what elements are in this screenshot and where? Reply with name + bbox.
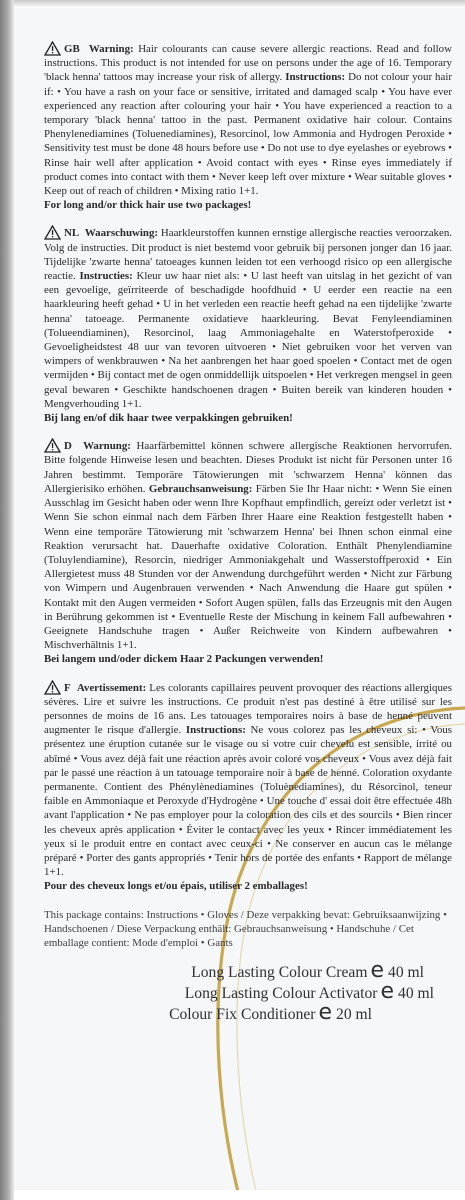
- product-quantity: 40 ml: [388, 964, 424, 982]
- package-contents: This package contains: Instructions • Gloves / Deze verpakking bevat: Gebruiksaanwijzing • Handschoenen / Diese Verpackung enthält: Gebrauchsanweisung • Handschuhe / Cet emballage contient: Mode d'emploi • Gants: [44, 908, 447, 949]
- estimated-sign-icon: e: [318, 1000, 333, 1026]
- instructions-label: Instructies:: [79, 270, 133, 283]
- instructions-label: Instructions:: [185, 724, 246, 737]
- product-quantity: 20 ml: [336, 1006, 372, 1024]
- warning-label: Avertissement:: [76, 681, 147, 694]
- multi-package-note: Pour des cheveux longs et/ou épais, utiliser 2 emballages!: [44, 880, 308, 893]
- warning-triangle-icon: [44, 225, 61, 240]
- lang-code: GB: [64, 43, 80, 55]
- instructions-text: Kleur uw haar niet als: • U last heeft van uitslag in het gezicht of van een gevoelige, geïrriteerde of beschadigde hoofdhuid • U eerder een reactie na een haarkleuring heeft gehad • U in het verleden een reactie heeft gehad na een tijdelijke 'zwarte henna' tatoeage. Permanente oxidatieve haarkleuring. Bevat Fenyleendiaminen (Tolueendiaminen), Resorcinol, laag Ammoniagehalte en Waterstofperoxide • Gevoeligheidstest 48 uur van tevoren uitvoeren • Niet gebruiken voor het verven van wimpers of wenkbrauwen • Na het aanbrengen het haar goed spoelen • Contact met de ogen vermijden • Bij contact met de ogen onmiddellijk uitspoelen • Het verkregen mengsel in geen geval bewaren • Geschikte handschoenen dragen • Buiten bereik van kinderen houden • Mengverhouding 1+1.: [44, 270, 452, 410]
- product-name: Long Lasting Colour Activator: [184, 985, 378, 1003]
- multi-package-note: Bei langem und/oder dickem Haar 2 Packungen verwenden!: [44, 653, 324, 666]
- warning-text: Haarfärbemittel können schwere allergische Reaktionen hervorrufen. Bitte folgende Hinweise lesen und beachten. Dieses Produkt ist nicht für Personen unter 16 Jahren bestimmt. Temporäre Tätowierungen mit 'schwarzem Henna' können das Allergierisiko erhöhen.: [44, 440, 452, 495]
- warning-text: Hair colourants can cause severe allergic reactions. Read and follow instructions. This product is not intended for use on persons under the age of 16. Temporary 'black henna' tattoos may increase your risk of allergy.: [44, 43, 452, 84]
- product-quantity: 40 ml: [398, 985, 434, 1003]
- instructions-text-block: [44, 42, 452, 1025]
- warning-text: Haarkleurstoffen kunnen ernstige allergische reacties veroorzaken. Volg de instructies. Dit product is niet bestemd voor gebruik bij personen jonger dan 16 jaar. Tijdelijke 'zwarte henna' tatoeages kunnen leiden tot een verhoogd risico op een allergische reactie.: [44, 227, 452, 283]
- warning-label: Warnung:: [83, 440, 131, 453]
- instructions-label: Gebrauchsanweisung:: [148, 482, 253, 495]
- instructions-text: Färben Sie Ihr Haar nicht: • Wenn Sie einen Ausschlag im Gesicht haben oder wenn Ihre Kopfhaut empfindlich, gereizt oder verletzt ist • Wenn Sie schon einmal nach dem Färben Ihrer Haare eine Reaktion festgestellt haben • Wenn eine temporäre Tätowierung mit 'schwarzem Henna' bei Ihnen schon einmal eine Reaktion verursacht hat. Dauerhafte oxidative Coloration. Enthält Phenylendiamine (Toluylendiamine), Resorcin, niedriger Ammoniakgehalt und Wasserstoffperoxid • Ein Allergietest muss 48 Stunden vor der Anwendung durchgeführt werden • Nicht zur Färbung von Wimpern und Augenbrauen verwenden • Nach Anwendung die Haare gut spülen • Kontakt mit den Augen vermeiden • Sofort Augen spülen, falls das Erzeugnis mit den Augen in Berührung gekommen ist • Eventuelle Reste der Mischung in keinem Fall aufbewahren • Geeignete Handschuhe tragen • Außer Reichweite von Kindern aufbewahren • Mischverhältnis 1+1.: [44, 482, 452, 652]
- estimated-sign-icon: e: [380, 979, 395, 1005]
- product-name: Long Lasting Colour Cream: [191, 964, 368, 982]
- warning-triangle-icon: [44, 438, 61, 453]
- instructions-text: Do not colour your hair if: • You have a rash on your face or sensitive, irritated and damaged scalp • You have ever experienced any reaction after colouring your hair • You have experienced a reaction to a temporary 'black henna' tattoo in the past. Permanent oxidative hair colour. Contains Phenylenediamines (Toluenediamines), Resorcinol, low Ammonia and Hydrogen Peroxide • Sensitivity test must be done 48 hours before use • Do not use to dye eyelashes or eyebrows • Rinse hair well after application • Avoid contact with eyes • Rinse eyes immediately if product comes into contact with them • Never keep left over mixture • Wear suitable gloves • Keep out of reach of children • Mixing ratio 1+1.: [44, 71, 452, 198]
- box-bottom-edge: [14, 1190, 465, 1200]
- instructions-text: Ne vous colorez pas les cheveux si: • Vous présentez une éruption cutanée sur le visage ou si votre cuir chevelu est sensible, irrité ou abîmé • Vous avez déjà fait une réaction après avoir coloré vos cheveux • Vous avez déjà fait par le passé une réaction à un tatouage temporaire noir à base de henné. Coloration oxydante permanente. Contient des Phénylènediamines (Toluènediamines), du Résorcinol, teneur faible en Ammoniaque et Peroxyde d'Hydrogène • Une touche d' essai doit être effectuée 48h avant l'application • Ne pas employer pour la coloration des cils et des sourcils • Bien rincer les cheveux après application • Éviter le contact avec les yeux • Rincer immédiatement les yeux si le produit entre en contact avec ceux-ci • Ne conserver en aucun cas le mélange préparé • Porter des gants appropriés • Tenir hors de portée des enfants • Rapport de mélange 1+1.: [44, 724, 453, 879]
- lang-code: D: [64, 440, 72, 453]
- product-line: [44, 979, 452, 1005]
- warning-triangle-icon: [44, 41, 61, 56]
- box-top-edge: [14, 0, 465, 8]
- section-gb: [44, 42, 452, 212]
- warning-label: Warning:: [88, 43, 134, 55]
- product-list: [44, 958, 452, 1026]
- package-panel: [14, 8, 465, 1200]
- warning-label: Waarschuwing:: [84, 227, 159, 240]
- section-f: [44, 681, 452, 894]
- lang-code: NL: [64, 227, 80, 240]
- instructions-label: Instructions:: [285, 71, 346, 84]
- section-d: [44, 439, 452, 666]
- warning-text: Les colorants capillaires peuvent provoquer des réactions allergiques sévères. Lire et suivre les instructions. Ce produit n'est pas destiné à être utilisé sur les personnes de moins de 16 ans. Les tatouages temporaires noirs à base de henné peuvent augmenter le risque d'allergie.: [44, 681, 452, 737]
- section-nl: [44, 226, 452, 425]
- lang-code: F: [64, 681, 71, 694]
- box-edge-shadow: [0, 0, 14, 1200]
- warning-triangle-icon: [44, 680, 61, 695]
- product-name: Colour Fix Conditioner: [169, 1006, 316, 1024]
- multi-package-note: Bij lang en/of dik haar twee verpakkingen gebruiken!: [44, 412, 293, 425]
- estimated-sign-icon: e: [370, 958, 385, 984]
- product-line: [44, 1000, 452, 1026]
- multi-package-note: For long and/or thick hair use two packages!: [44, 199, 252, 212]
